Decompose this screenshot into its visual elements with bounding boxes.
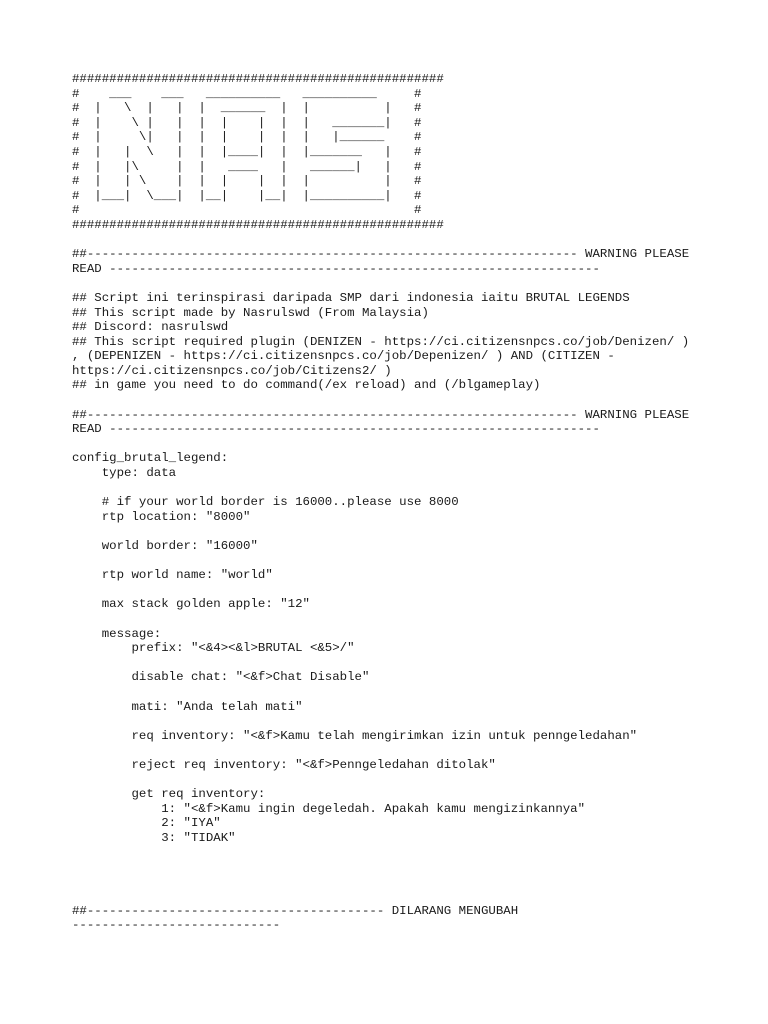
text-line: mati: "Anda telah mati" — [72, 699, 303, 714]
text-line: # | \| | | | | | | |______ # — [72, 130, 422, 145]
text-line: # | \ | | | ______ | | | # — [72, 101, 422, 116]
blank-line — [72, 612, 689, 627]
text-line: READ ------------------------------------------------------------------ — [72, 422, 600, 437]
blank-line — [72, 583, 689, 598]
blank-line — [72, 276, 689, 291]
text-line: type: data — [72, 466, 177, 481]
text-line: ---------------------------- — [72, 918, 281, 933]
blank-line — [72, 685, 689, 700]
text-line: ################################################## — [72, 217, 444, 232]
text-line: 1: "<&f>Kamu ingin degeledah. Apakah kamu mengizinkannya" — [72, 801, 586, 816]
text-line: # ___ ___ __________ __________ # — [72, 86, 422, 101]
blank-line — [72, 656, 689, 671]
text-line: ## in game you need to do command(/ex reload) and (/blgameplay) — [72, 378, 541, 393]
text-line: , (DEPENIZEN - https://ci.citizensnpcs.co/job/Depenizen/ ) AND (CITIZEN - — [72, 349, 615, 364]
text-line: reject req inventory: "<&f>Penngeledahan ditolak" — [72, 757, 496, 772]
blank-line — [72, 437, 689, 452]
blank-line — [72, 845, 689, 860]
text-line: rtp location: "8000" — [72, 509, 251, 524]
text-line: ## Discord: nasrulswd — [72, 320, 229, 335]
blank-line — [72, 393, 689, 408]
blank-line — [72, 554, 689, 569]
text-line: # if your world border is 16000..please use 8000 — [72, 495, 459, 510]
text-line: ## This script made by Nasrulswd (From Malaysia) — [72, 305, 429, 320]
text-line: # | \ | | | | | | | _______| # — [72, 115, 422, 130]
blank-line — [72, 889, 689, 904]
text-line: ## Script ini terinspirasi daripada SMP dari indonesia iaitu BRUTAL LEGENDS — [72, 290, 630, 305]
blank-line — [72, 524, 689, 539]
text-line: max stack golden apple: "12" — [72, 597, 310, 612]
blank-line — [72, 714, 689, 729]
text-line: READ ------------------------------------------------------------------ — [72, 261, 600, 276]
text-line: rtp world name: "world" — [72, 568, 273, 583]
text-line: prefix: "<&4><&l>BRUTAL <&5>/" — [72, 641, 355, 656]
text-line: # |___| \___| |__| |__| |__________| # — [72, 188, 422, 203]
text-line: ################################################## — [72, 72, 444, 86]
text-line: config_brutal_legend: — [72, 451, 229, 466]
text-line: get req inventory: — [72, 787, 266, 802]
blank-line — [72, 860, 689, 875]
text-line: # # — [72, 203, 422, 218]
text-line: message: — [72, 626, 162, 641]
text-line: # | |\ | | ____ | ______| | # — [72, 159, 422, 174]
text-line: ##------------------------------------------------------------------ WARNING PLEASE — [72, 247, 690, 262]
script-text — [72, 72, 689, 933]
text-line: req inventory: "<&f>Kamu telah mengirimkan izin untuk penngeledahan" — [72, 728, 638, 743]
blank-line — [72, 773, 689, 788]
text-line: # | | \ | | |____| | |_______ | # — [72, 144, 422, 159]
text-line: world border: "16000" — [72, 539, 258, 553]
blank-line — [72, 743, 689, 758]
blank-line — [72, 481, 689, 496]
text-line: ##------------------------------------------------------------------ WARNING PLEASE — [72, 407, 690, 422]
text-line: https://ci.citizensnpcs.co/job/Citizens2/ ) — [72, 363, 392, 378]
text-line: ##---------------------------------------- DILARANG MENGUBAH — [72, 903, 519, 918]
text-line: 2: "IYA" — [72, 816, 221, 831]
blank-line — [72, 875, 689, 890]
text-line: # | | \ | | | | | | | # — [72, 174, 422, 189]
text-line: ## This script required plugin (DENIZEN - https://ci.citizensnpcs.co/job/Denizen/ ) — [72, 334, 690, 349]
blank-line — [72, 233, 689, 248]
text-line: disable chat: "<&f>Chat Disable" — [72, 670, 370, 685]
text-line: 3: "TIDAK" — [72, 830, 236, 845]
